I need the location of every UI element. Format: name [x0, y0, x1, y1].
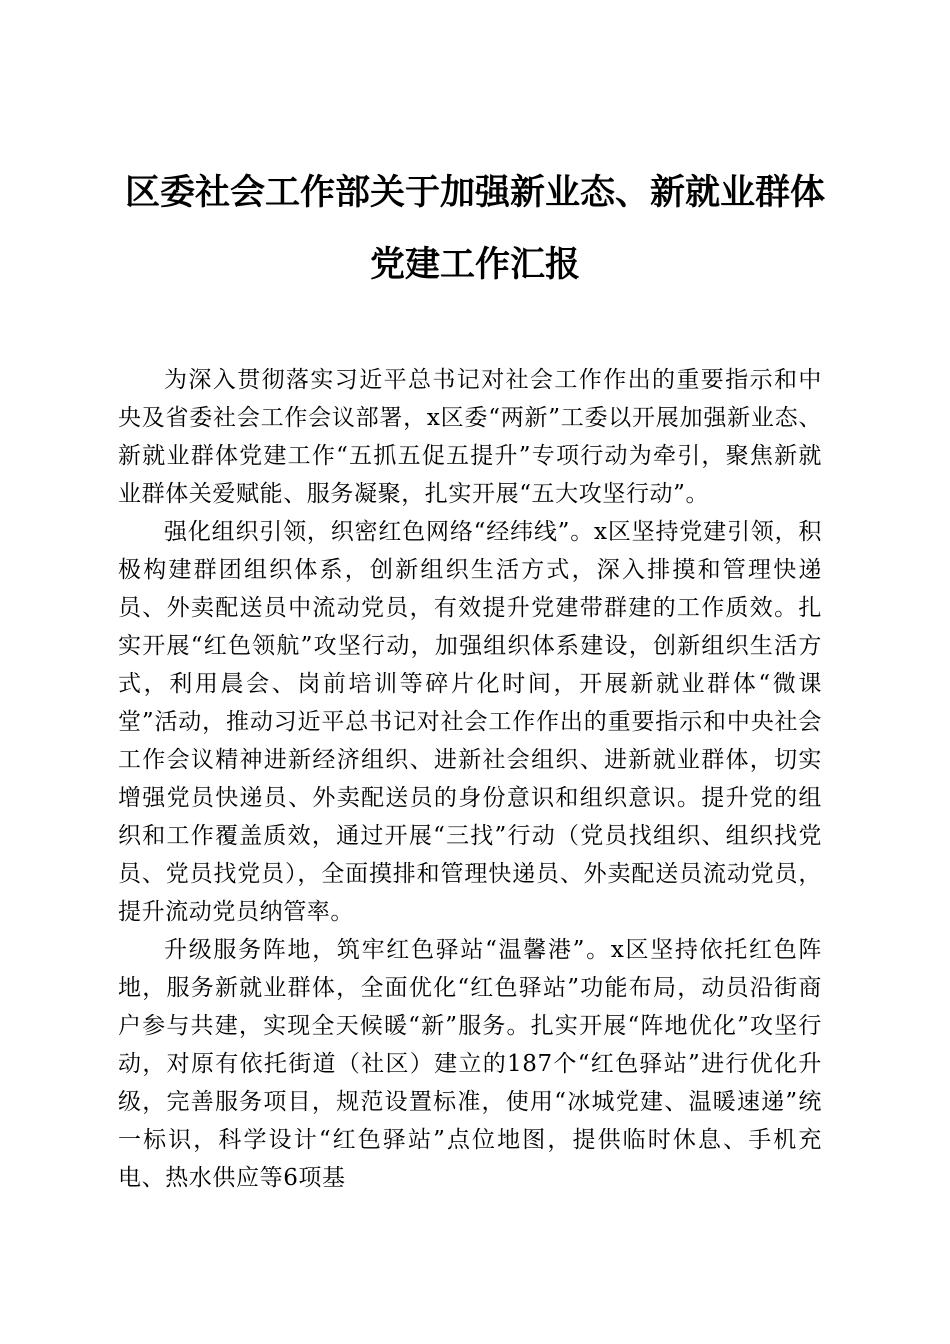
paragraph-organization: 强化组织引领，织密红色网络“经纬线”。x区坚持党建引领，积极构建群团组织体系，创新组织生活方式，深入排摸和管理快递员、外卖配送员中流动党员，有效提升党建带群建的工作质效。扎实开展“红色领航”攻坚行动，加强组织体系建设，创新组织生活方式，利用晨会、岗前培训等碎片化时间，开展新就业群体“微课堂”活动，推动习近平总书记对社会工作作出的重要指示和中央社会工作会议精神进新经济组织、进新社会组织、进新就业群体，切实增强党员快递员、外卖配送员的身份意识和组织意识。提升党的组织和工作覆盖质效，通过开展“三找”行动（党员找组织、组织找党员、党员找党员），全面摸排和管理快递员、外卖配送员流动党员，提升流动党员纳管率。 [118, 519, 822, 925]
document-body [118, 361, 822, 1197]
paragraph-intro: 为深入贯彻落实习近平总书记对社会工作作出的重要指示和中央及省委社会工作会议部署，x区委“两新”工委以开展加强新业态、新就业群体党建工作“五抓五促五提升”专项行动为牵引，聚焦新就业群体关爱赋能、服务凝聚，扎实开展“五大攻坚行动”。 [118, 367, 822, 507]
document-title-line-1: 区委社会工作部关于加强新业态、新就业群体 [124, 172, 825, 213]
document-title-line-2: 党建工作汇报 [369, 244, 580, 285]
paragraph-service-station: 升级服务阵地，筑牢红色驿站“温馨港”。x区坚持依托红色阵地，服务新就业群体，全面优化“红色驿站”功能布局，动员沿街商户参与共建，实现全天候暖“新”服务。扎实开展“阵地优化”攻坚行动，对原有依托街道（社区）建立的187个“红色驿站”进行优化升级，完善服务项目，规范设置标准，使用“冰城党建、温暖速递”统一标识，科学设计“红色驿站”点位地图，提供临时休息、手机充电、热水供应等6项基 [118, 937, 822, 1191]
